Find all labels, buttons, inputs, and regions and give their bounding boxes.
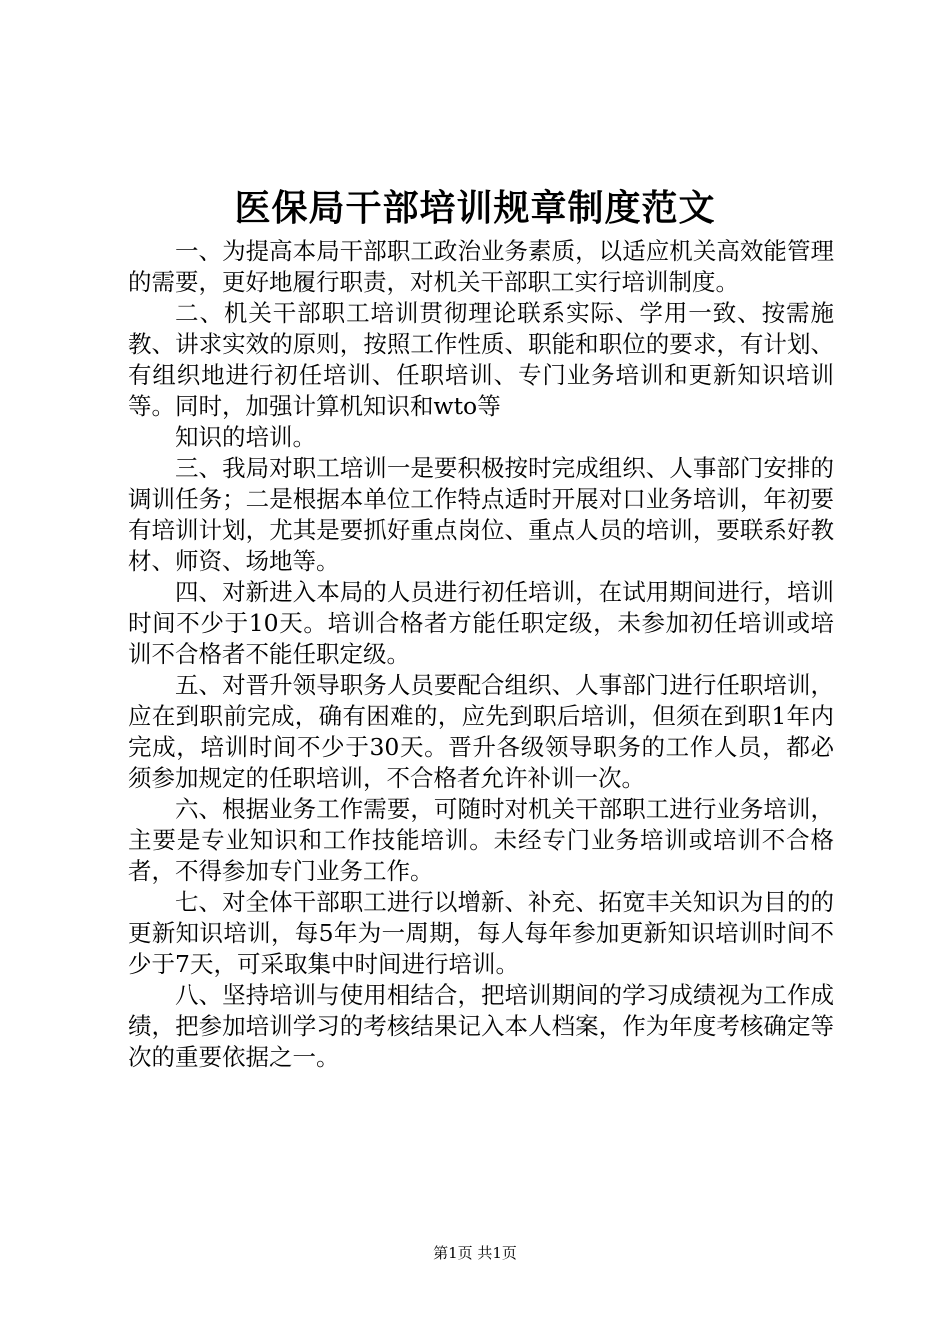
paragraph-3: 三、我局对职工培训一是要积极按时完成组织、人事部门安排的调训任务；二是根据本单位工作特点适时开展对口业务培训，年初要有培训计划，尤其是要抓好重点岗位、重点人员的培训，要联系好教材、师资、场地等。 (128, 454, 834, 575)
document-title: 医保局干部培训规章制度范文 (234, 187, 716, 229)
paragraph-6: 六、根据业务工作需要，可随时对机关干部职工进行业务培训，主要是专业知识和工作技能培训。未经专门业务培训或培训不合格者，不得参加专门业务工作。 (128, 795, 834, 885)
paragraph-1: 一、为提高本局干部职工政治业务素质，以适应机关高效能管理的需要，更好地履行职责，对机关干部职工实行培训制度。 (128, 237, 834, 296)
paragraph-2-continuation: 知识的培训。 (175, 423, 316, 451)
paragraph-7: 七、对全体干部职工进行以增新、补充、拓宽丰关知识为目的的更新知识培训，每5年为一周期，每人每年参加更新知识培训时间不少于7天，可采取集中时间进行培训。 (128, 888, 834, 978)
document-body (128, 236, 834, 1073)
page-footer: 第1页 共1页 (433, 1244, 517, 1262)
paragraph-4: 四、对新进入本局的人员进行初任培训，在试用期间进行，培训时间不少于10天。培训合格者方能任职定级，未参加初任培训或培训不合格者不能任职定级。 (128, 578, 834, 668)
paragraph-8: 八、坚持培训与使用相结合，把培训期间的学习成绩视为工作成绩，把参加培训学习的考核结果记入本人档案，作为年度考核确定等次的重要依据之一。 (128, 981, 834, 1071)
paragraph-5: 五、对晋升领导职务人员要配合组织、人事部门进行任职培训，应在到职前完成，确有困难的，应先到职后培训，但须在到职1年内完成，培训时间不少于30天。晋升各级领导职务的工作人员，都必须参加规定的任职培训，不合格者允许补训一次。 (128, 671, 834, 792)
paragraph-2: 二、机关干部职工培训贯彻理论联系实际、学用一致、按需施教、讲求实效的原则，按照工作性质、职能和职位的要求，有计划、有组织地进行初任培训、任职培训、专门业务培训和更新知识培训等。同时，加强计算机知识和wto等 (128, 299, 834, 420)
